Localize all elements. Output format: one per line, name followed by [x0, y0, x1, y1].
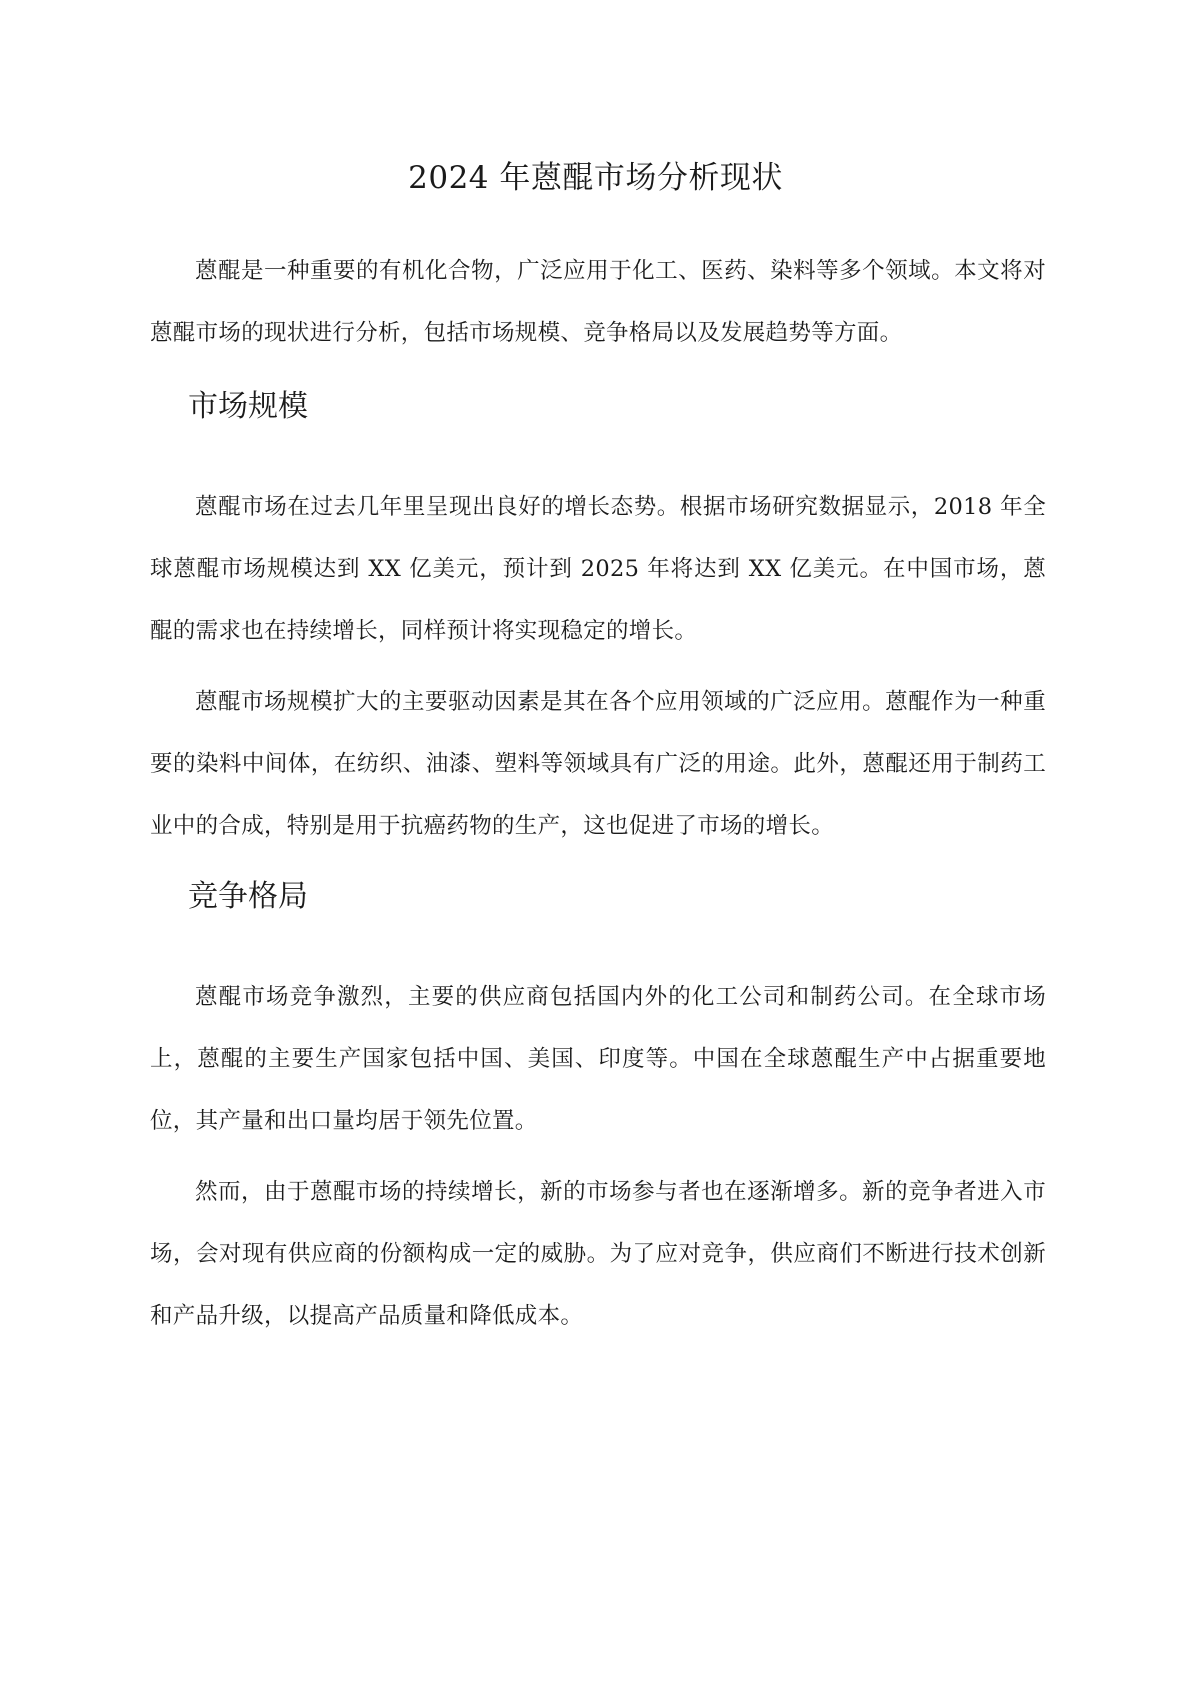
section-heading-market-size: 市场规模	[188, 389, 308, 424]
competition-paragraph-1: 蒽醌市场竞争激烈，主要的供应商包括国内外的化工公司和制药公司。在全球市场上，蒽醌的主要生产国家包括中国、美国、印度等。中国在全球蒽醌生产中占据重要地位，其产量和出口量均居于领先位置。	[150, 984, 1046, 1134]
intro-paragraph: 蒽醌是一种重要的有机化合物，广泛应用于化工、医药、染料等多个领域。本文将对蒽醌市场的现状进行分析，包括市场规模、竞争格局以及发展趋势等方面。	[150, 258, 1046, 346]
market-size-paragraph-1: 蒽醌市场在过去几年里呈现出良好的增长态势。根据市场研究数据显示，2018 年全球蒽醌市场规模达到 XX 亿美元，预计到 2025 年将达到 XX 亿美元。在中国市场，蒽醌的需求也在持续增长，同样预计将实现稳定的增长。	[150, 494, 1046, 644]
document-title: 2024 年蒽醌市场分析现状	[408, 160, 783, 196]
section-heading-competition: 竞争格局	[188, 879, 308, 914]
market-size-paragraph-2: 蒽醌市场规模扩大的主要驱动因素是其在各个应用领域的广泛应用。蒽醌作为一种重要的染料中间体，在纺织、油漆、塑料等领域具有广泛的用途。此外，蒽醌还用于制药工业中的合成，特别是用于抗癌药物的生产，这也促进了市场的增长。	[150, 689, 1046, 839]
competition-paragraph-2: 然而，由于蒽醌市场的持续增长，新的市场参与者也在逐渐增多。新的竞争者进入市场，会对现有供应商的份额构成一定的威胁。为了应对竞争，供应商们不断进行技术创新和产品升级，以提高产品质量和降低成本。	[150, 1179, 1046, 1329]
